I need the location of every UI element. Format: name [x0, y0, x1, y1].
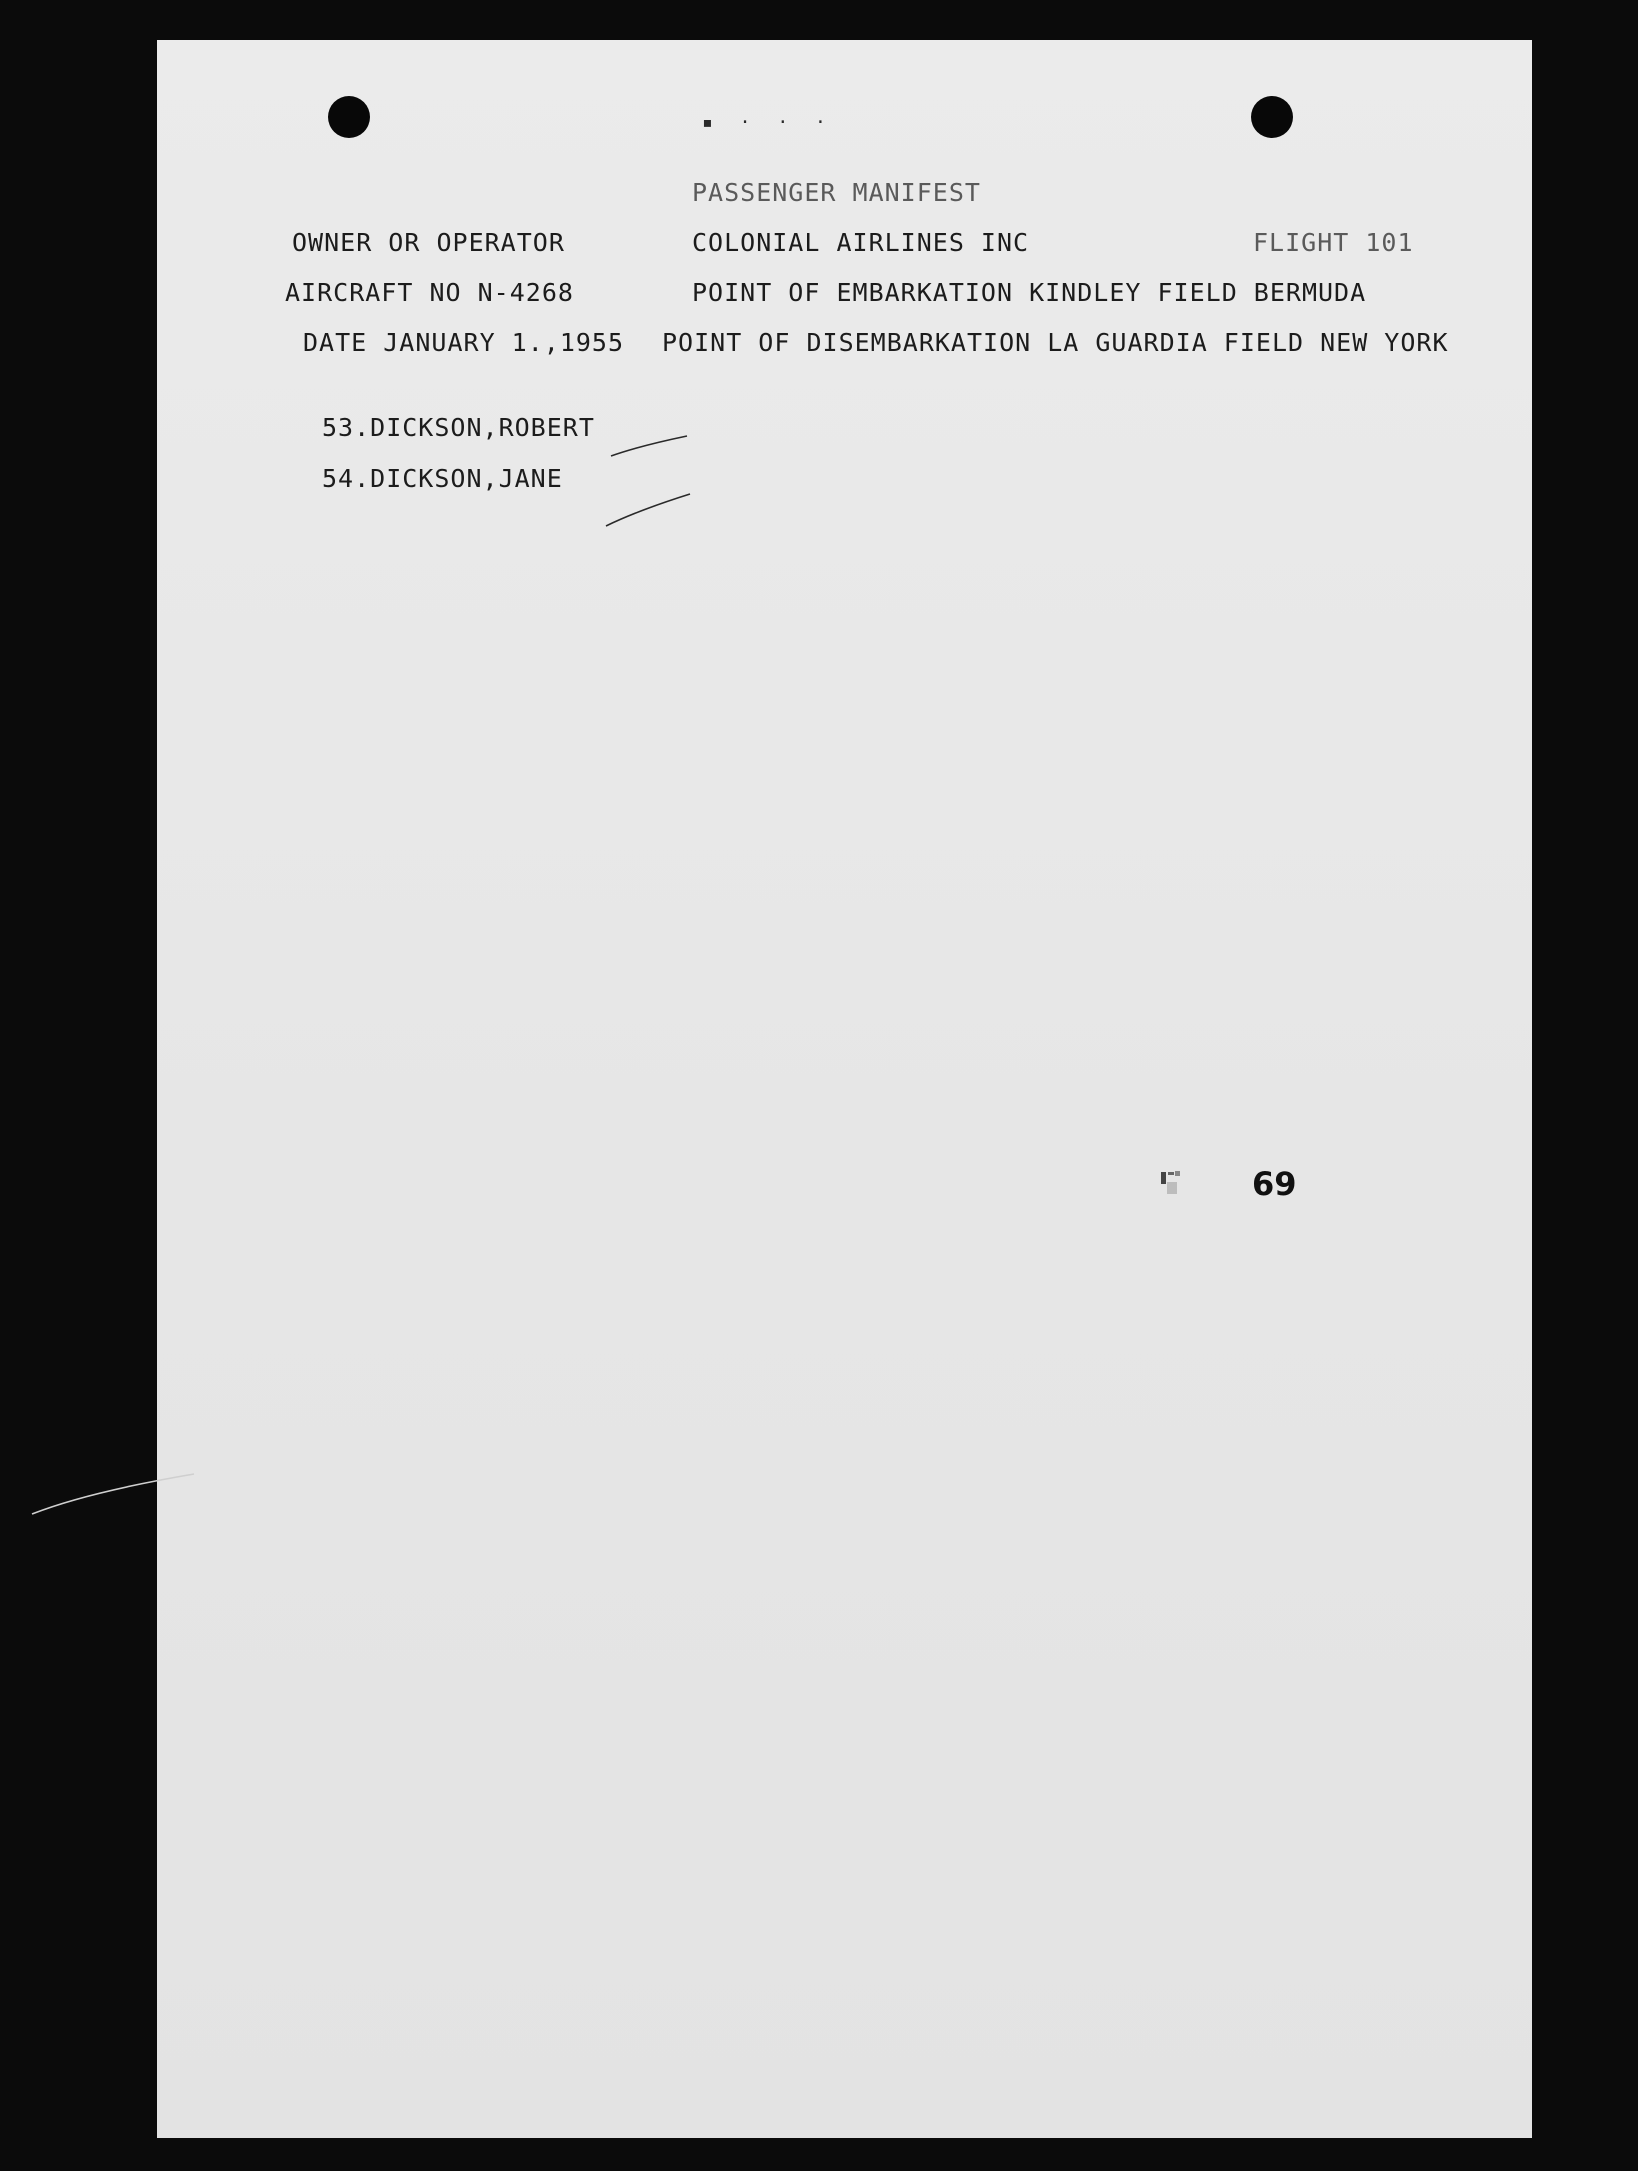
manifest-title: PASSENGER MANIFEST	[692, 178, 981, 207]
punch-hole-right	[1251, 96, 1293, 138]
aircraft-number: AIRCRAFT NO N-4268	[285, 278, 574, 307]
punch-hole-left	[328, 96, 370, 138]
page-number: 69	[1252, 1165, 1297, 1203]
check-mark-icon	[604, 490, 692, 530]
passenger-entry: 53.DICKSON,ROBERT	[322, 413, 595, 442]
pencil-stroke-icon	[28, 1470, 198, 1520]
embarkation-point: POINT OF EMBARKATION KINDLEY FIELD BERMUDA	[692, 278, 1367, 307]
check-mark-icon	[609, 432, 689, 462]
owner-label: OWNER OR OPERATOR	[292, 228, 565, 257]
passenger-entry: 54.DICKSON,JANE	[322, 464, 563, 493]
top-dots-mark: ▪ · · ·	[702, 112, 834, 133]
manifest-date: DATE JANUARY 1.,1955	[303, 328, 625, 357]
flight-number: FLIGHT 101	[1253, 228, 1414, 257]
disembarkation-point: POINT OF DISEMBARKATION LA GUARDIA FIELD NEW YORK	[662, 328, 1449, 357]
manifest-sheet	[157, 40, 1532, 2138]
stamp-smudge-icon	[1159, 1170, 1185, 1198]
owner-value: COLONIAL AIRLINES INC	[692, 228, 1030, 257]
